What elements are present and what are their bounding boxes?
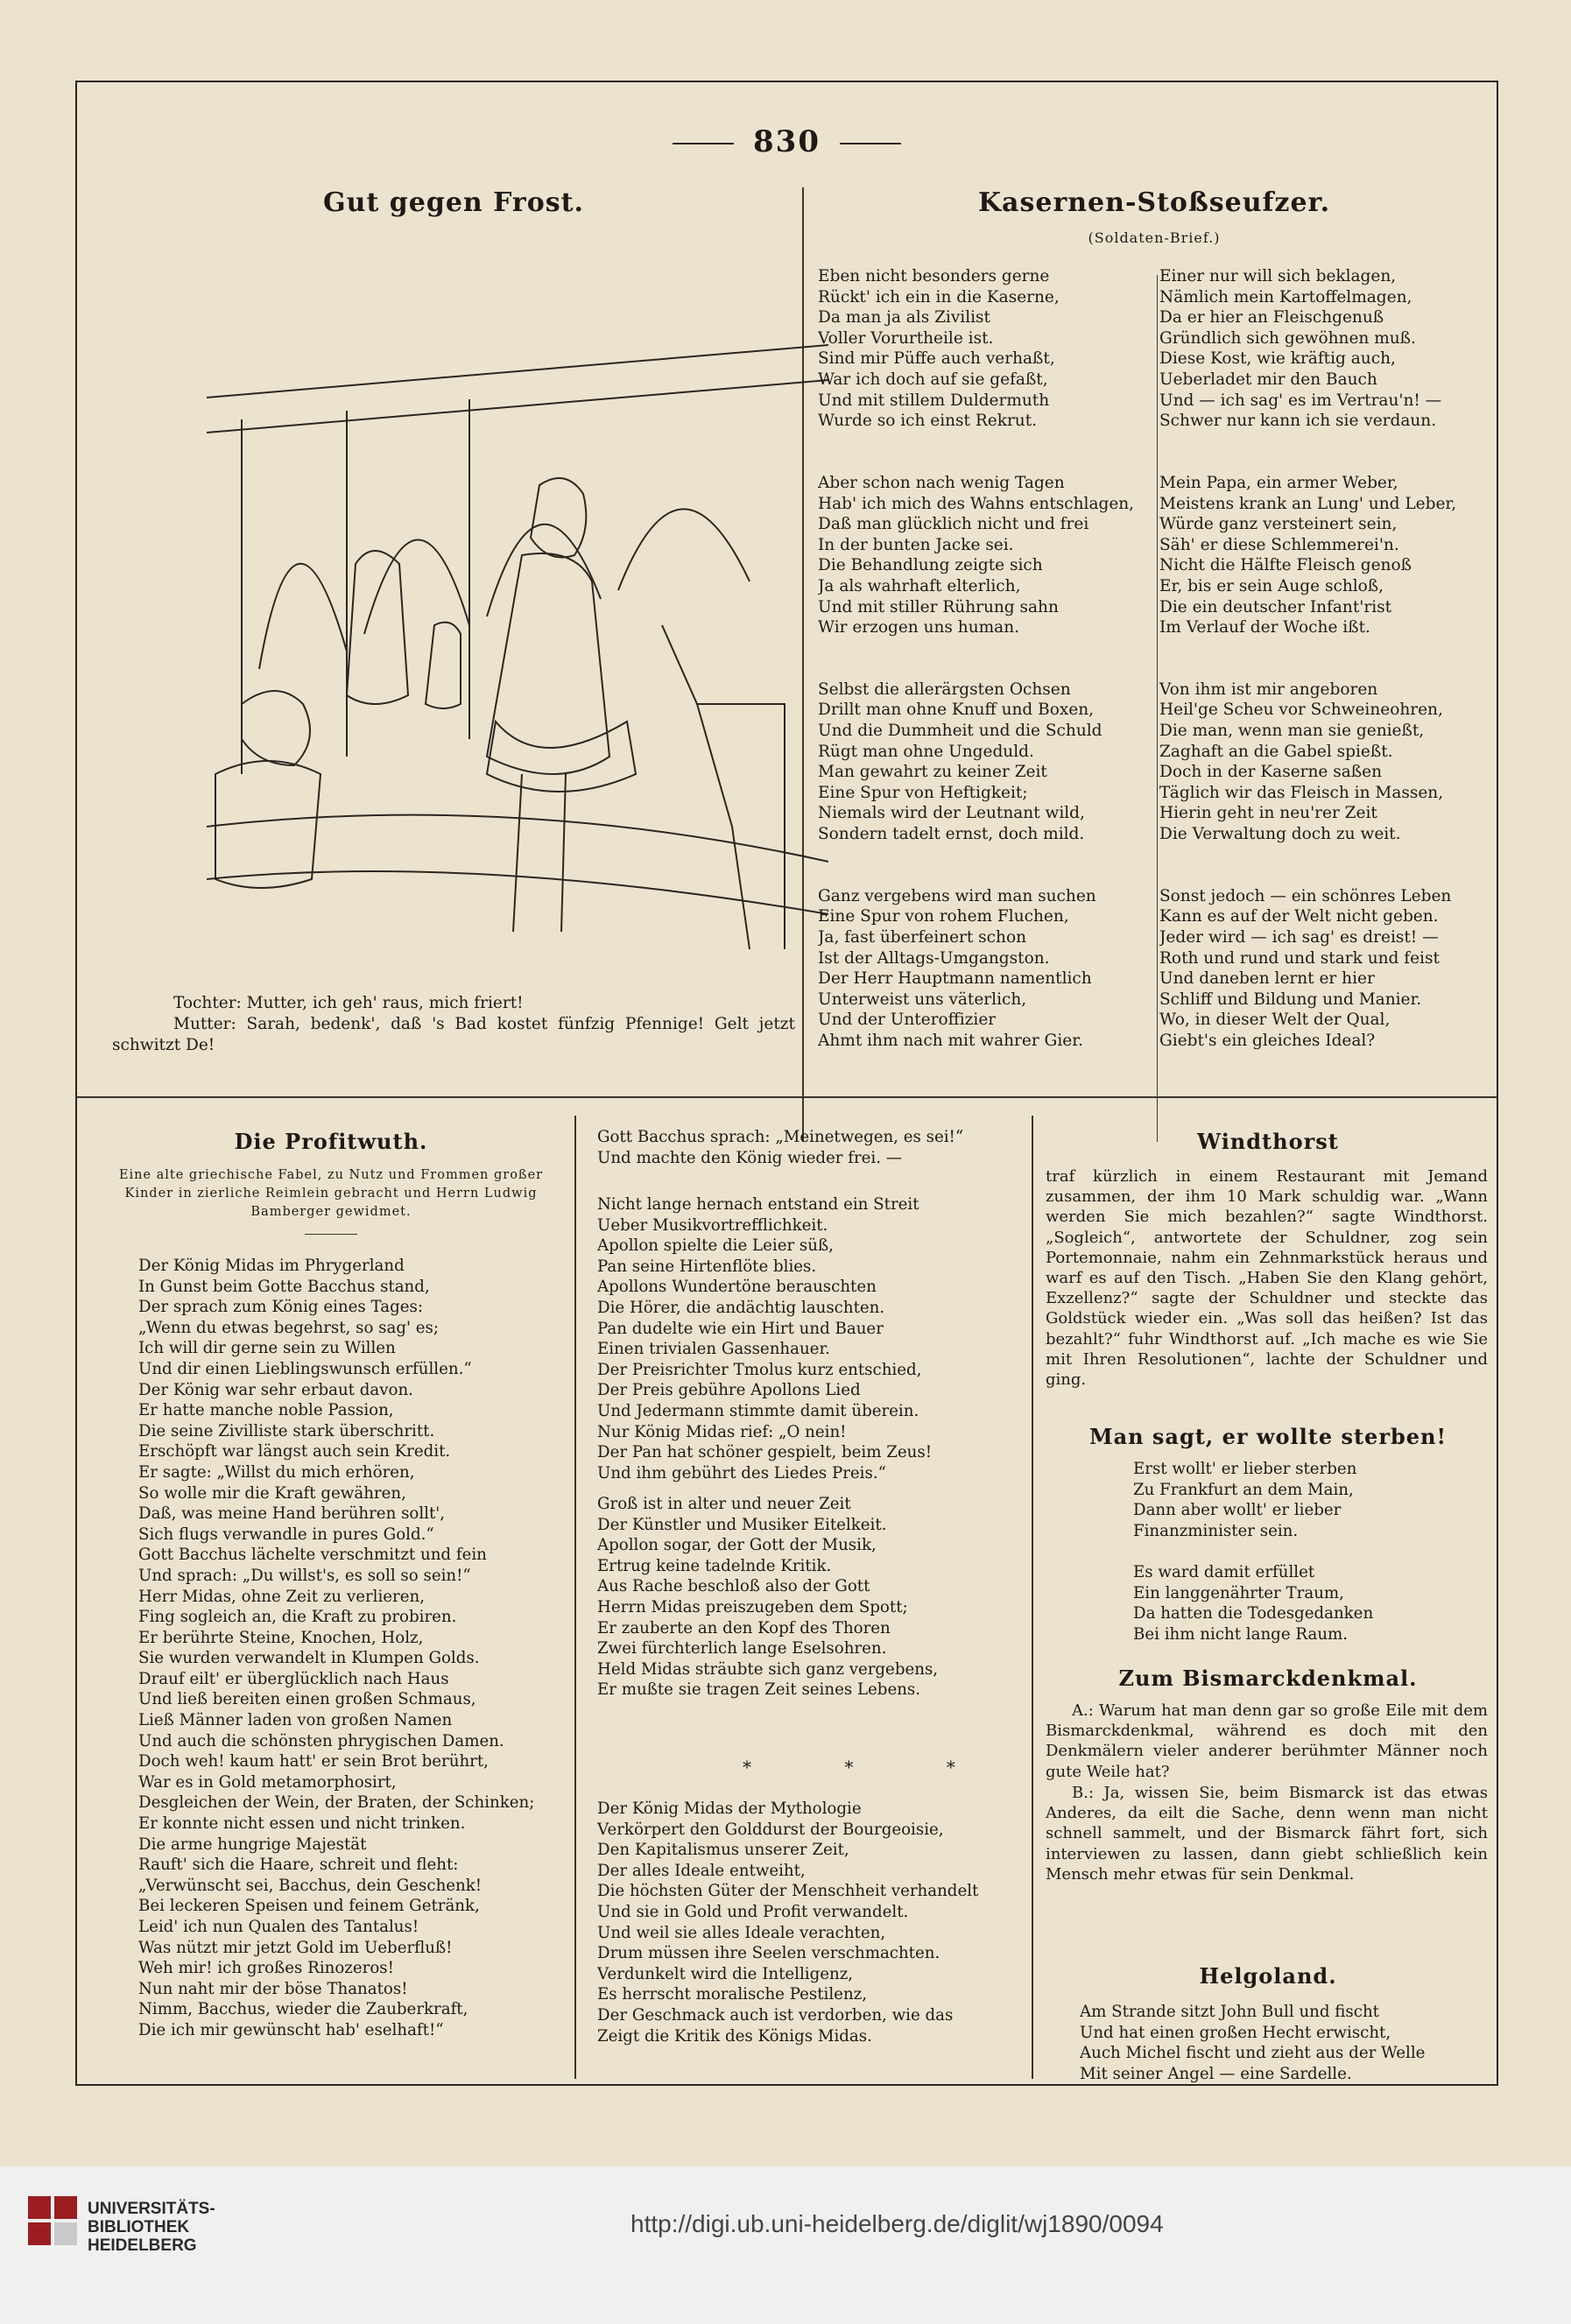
lower-divider-1 bbox=[574, 1116, 576, 2079]
poem-line: Nur König Midas rief: „O nein! bbox=[597, 1422, 847, 1441]
poem-line: Weh mir! ich großes Rinozeros! bbox=[138, 1959, 394, 1978]
poem-line: Was nützt mir jetzt Gold im Ueberfluß! bbox=[138, 1938, 453, 1957]
section-stars: * * * bbox=[743, 1757, 999, 1778]
poem-line: Heil'ge Scheu vor Schweineohren, bbox=[1159, 701, 1443, 720]
poem-line: „Wenn du etwas begehrst, so sag' es; bbox=[138, 1318, 440, 1337]
poem-line: Gott Bacchus lächelte verschmitzt und fein bbox=[138, 1546, 487, 1565]
poem-line: Er berührte Steine, Knochen, Holz, bbox=[138, 1628, 424, 1647]
profitwuth-column-2c bbox=[597, 1494, 1026, 1701]
helgoland-poem bbox=[1080, 2002, 1491, 2084]
poem-line: Die ich mir gewünscht hab' eselhaft!“ bbox=[138, 2020, 444, 2039]
poem-line: Der Herr Hauptmann namentlich bbox=[818, 969, 1092, 989]
poem-line: Ein langgenährter Traum, bbox=[1133, 1583, 1344, 1602]
poem-line: Er hatte manche noble Passion, bbox=[138, 1401, 394, 1420]
poem-line: Ist der Alltags-Umgangston. bbox=[818, 948, 1050, 968]
poem-line: Und mit stillem Duldermuth bbox=[818, 391, 1050, 410]
poem-line: Die seine Zivilliste stark überschritt. bbox=[138, 1421, 435, 1440]
poem-line: Rügt man ohne Ungeduld. bbox=[818, 742, 1034, 761]
poem-line: Da man ja als Zivilist bbox=[818, 308, 990, 327]
poem-line: So wolle mir die Kraft gewähren, bbox=[138, 1483, 406, 1503]
poem-line: Selbst die allerärgsten Ochsen bbox=[818, 680, 1071, 699]
poem-line: Da er hier an Fleischgenuß bbox=[1159, 308, 1384, 327]
poem-line: Der Pan hat schöner gespielt, beim Zeus! bbox=[597, 1443, 933, 1462]
section-divider bbox=[77, 1096, 1497, 1098]
poem-line: Er sagte: „Willst du mich erhören, bbox=[138, 1462, 415, 1482]
poem-line: Säh' er diese Schlemmerei'n. bbox=[1159, 535, 1399, 554]
bismarck-a: A.: Warum hat man denn gar so große Eile mit dem Bismarckdenkmal, während es doch mit den Denkmälern vieler anderer berühmter Männer noch gute Weile hat? bbox=[1046, 1701, 1488, 1781]
poem-line: Bei leckeren Speisen und feinem Getränk, bbox=[138, 1897, 480, 1916]
poem-line: Der sprach zum König eines Tages: bbox=[138, 1298, 423, 1317]
bismarck-b: B.: Ja, wissen Sie, beim Bismarck ist das etwas Anderes, da eilt die Sache, denn wenn man nicht schnell sammelt, und der Bismarck fährt fort, sich interviewen zu lassen, dann giebt schließlich kein Mensch mehr etwas für sein Denkmal. bbox=[1046, 1784, 1488, 1884]
poem-line: Die Hörer, die andächtig lauschten. bbox=[597, 1298, 885, 1317]
poem-line: War ich doch auf sie gefaßt, bbox=[818, 370, 1048, 389]
poem-line: Der König war sehr erbaut davon. bbox=[138, 1380, 413, 1399]
poem-line: Man gewahrt zu keiner Zeit bbox=[818, 763, 1047, 782]
stanza-gap bbox=[818, 638, 1151, 659]
poem-line: Und sie in Gold und Profit verwandelt. bbox=[597, 1902, 909, 1921]
poem-line: Aber schon nach wenig Tagen bbox=[818, 473, 1065, 492]
poem-line: Ich will dir gerne sein zu Willen bbox=[138, 1339, 396, 1358]
stanza-gap bbox=[818, 452, 1151, 473]
poem-line: Roth und rund und stark und feist bbox=[1159, 948, 1440, 968]
poem-line: Die arme hungrige Majestät bbox=[138, 1835, 367, 1854]
poem-line: Desgleichen der Wein, der Braten, der Schinken; bbox=[138, 1793, 535, 1813]
helgoland-title: Helgoland. bbox=[1199, 1963, 1337, 1989]
poem-line: Wo, in dieser Welt der Qual, bbox=[1159, 1011, 1391, 1030]
windthorst-text: traf kürzlich in einem Restaurant mit Jemand zusammen, der ihm 10 Mark schuldig war. „Wann werden Sie mich bezahlen?“ sagte Windthorst. „Sogleich“, antwortete der Schuldner, zog sein Portemonnaie, nahm ein Zehnmarkstück heraus und warf es auf den Tisch. „Haben Sie den Klang gehört, Exzellenz?“ sagte der Schuldner und steckte das Goldstück wieder ein. „Was soll das heißen? Ist das bezahlt?“ fuhr Windthorst auf. „Ich mache es wie Sie mit Ihren Resolutionen“, lachte der Schuldner und ging. bbox=[1046, 1167, 1488, 1390]
profitwuth-column-1 bbox=[138, 1256, 572, 2041]
poem-line: Nämlich mein Kartoffelmagen, bbox=[1159, 287, 1412, 306]
bath-illustration bbox=[207, 336, 828, 1019]
poem-line: Die Behandlung zeigte sich bbox=[818, 556, 1043, 575]
poem-line: Herrn Midas preiszugeben dem Spott; bbox=[597, 1597, 908, 1616]
poem-line: Unterweist uns väterlich, bbox=[818, 989, 1027, 1009]
poem-line: Drum müssen ihre Seelen verschmachten. bbox=[597, 1944, 940, 1963]
poem-line: Und die Dummheit und die Schuld bbox=[818, 722, 1103, 741]
poem-line: Und dir einen Lieblingswunsch erfüllen.“ bbox=[138, 1359, 472, 1378]
poem-line: Verkörpert den Golddurst der Bourgeoisie, bbox=[597, 1820, 944, 1839]
poem-line: In Gunst beim Gotte Bacchus stand, bbox=[138, 1277, 430, 1296]
stanza-gap bbox=[1159, 638, 1497, 659]
poem-line: Und auch die schönsten phrygischen Damen. bbox=[138, 1731, 504, 1750]
poem-line: Verdunkelt wird die Intelligenz, bbox=[597, 1964, 854, 1983]
poem-line: Und hat einen großen Hecht erwischt, bbox=[1080, 2023, 1391, 2042]
poem-line: Und ihm gebührt des Liedes Preis.“ bbox=[597, 1463, 886, 1482]
poem-line: Einer nur will sich beklagen, bbox=[1159, 267, 1397, 285]
stanza-gap bbox=[818, 865, 1151, 886]
poem-line: Rauft' sich die Haare, schreit und fleht: bbox=[138, 1856, 459, 1875]
poem-line: Nimm, Bacchus, wieder die Zauberkraft, bbox=[138, 2000, 468, 2019]
poem-line: Ueber Musikvortrefflichkeit. bbox=[597, 1215, 828, 1235]
poem-line: In der bunten Jacke sei. bbox=[818, 535, 1014, 554]
poem-line: Am Strande sitzt John Bull und fischt bbox=[1080, 2003, 1379, 2021]
poem-line: Eine Spur von rohem Fluchen, bbox=[818, 907, 1069, 926]
page-frame bbox=[75, 81, 1498, 2086]
poem-line: Den Kapitalismus unserer Zeit, bbox=[597, 1841, 849, 1860]
poem-line: Wurde so ich einst Rekrut. bbox=[818, 412, 1038, 431]
poem-line: Dann aber wollt' er lieber bbox=[1133, 1501, 1342, 1520]
poem-line: Bei ihm nicht lange Raum. bbox=[1133, 1624, 1349, 1644]
poem-line: Ließ Männer laden von großen Namen bbox=[138, 1711, 453, 1730]
poem-line: Und der Unteroffizier bbox=[818, 1011, 997, 1030]
poem-line: Niemals wird der Leutnant wild, bbox=[818, 804, 1085, 823]
stanza-gap bbox=[818, 845, 1151, 866]
poem-line: Erschöpft war längst auch sein Kredit. bbox=[138, 1442, 451, 1461]
poem-line: Herr Midas, ohne Zeit zu verlieren, bbox=[138, 1587, 426, 1606]
poem-line: Gründlich sich gewöhnen muß. bbox=[1159, 328, 1416, 348]
poem-line: Kann es auf der Welt nicht geben. bbox=[1159, 907, 1439, 926]
poem-line: Zeigt die Kritik des Königs Midas. bbox=[597, 2026, 872, 2046]
poem-line: Und ließ bereiten einen großen Schmaus, bbox=[138, 1690, 476, 1709]
stanza-gap bbox=[818, 432, 1151, 453]
poem-line: Die Verwaltung doch zu weit. bbox=[1159, 825, 1401, 844]
poem-line: Mein Papa, ein armer Weber, bbox=[1159, 473, 1398, 492]
profitwuth-title: Die Profitwuth. bbox=[234, 1129, 428, 1154]
poem-line: Pan dudelte wie ein Hirt und Bauer bbox=[597, 1319, 884, 1338]
poem-line: Daß man glücklich nicht und frei bbox=[818, 515, 1089, 534]
sterben-title: Man sagt, er wollte sterben! bbox=[1089, 1424, 1447, 1449]
sterben-poem bbox=[1133, 1459, 1483, 1644]
poem-line: Zwei fürchterlich lange Eselsohren. bbox=[597, 1639, 887, 1658]
poem-line: Giebt's ein gleiches Ideal? bbox=[1159, 1031, 1376, 1050]
frost-title: Gut gegen Frost. bbox=[323, 187, 584, 218]
poem-line: Drillt man ohne Knuff und Boxen, bbox=[818, 701, 1095, 720]
poem-line: Drauf eilt' er überglücklich nach Haus bbox=[138, 1669, 449, 1688]
poem-line: Hierin geht in neu'rer Zeit bbox=[1159, 804, 1377, 823]
poem-line: Finanzminister sein. bbox=[1133, 1521, 1299, 1540]
stanza-gap bbox=[1159, 432, 1497, 453]
stanza-gap bbox=[818, 658, 1151, 680]
frost-caption-1: Tochter: Mutter, ich geh' raus, mich friert! bbox=[173, 994, 524, 1012]
kasernen-subtitle: (Soldaten-Brief.) bbox=[1088, 229, 1221, 246]
poem-line: Und mit stiller Rührung sahn bbox=[818, 597, 1059, 616]
stanza-gap bbox=[1133, 1541, 1483, 1562]
profitwuth-column-2a bbox=[597, 1127, 1026, 1168]
poem-line: Der Preisrichter Tmolus kurz entschied, bbox=[597, 1360, 922, 1379]
poem-line: Zu Frankfurt an dem Main, bbox=[1133, 1480, 1354, 1499]
poem-line: Jeder wird — ich sag' es dreist! — bbox=[1159, 928, 1439, 947]
kasernen-title: Kasernen-Stoßseufzer. bbox=[977, 187, 1331, 218]
poem-line: Eben nicht besonders gerne bbox=[818, 267, 1050, 285]
windthorst-title: Windthorst bbox=[1197, 1129, 1339, 1154]
poem-line: Er konnte nicht essen und nicht trinken. bbox=[138, 1814, 466, 1834]
poem-line: Nicht lange hernach entstand ein Streit bbox=[597, 1195, 919, 1214]
poem-line: Sonst jedoch — ein schönres Leben bbox=[1159, 886, 1452, 905]
poem-line: Die höchsten Güter der Menschheit verhandelt bbox=[597, 1882, 979, 1901]
poem-line: Ganz vergebens wird man suchen bbox=[818, 886, 1096, 905]
poem-line: Aus Rache beschloß also der Gott bbox=[597, 1577, 870, 1596]
frost-caption-2: Mutter: Sarah, bedenk', daß 's Bad kostet fünfzig Pfennige! Gelt jetzt schwitzt De! bbox=[112, 1015, 795, 1054]
library-logo-icon bbox=[26, 2194, 79, 2247]
poem-line: Der König Midas der Mythologie bbox=[597, 1799, 862, 1818]
poem-line: Sind mir Püffe auch verhaßt, bbox=[818, 349, 1055, 369]
poem-line: Er mußte sie tragen Zeit seines Lebens. bbox=[597, 1680, 921, 1700]
page-number: 830 bbox=[77, 124, 1497, 159]
poem-line: Einen trivialen Gassenhauer. bbox=[597, 1340, 830, 1359]
logo-line-3: HEIDELBERG bbox=[88, 2236, 197, 2255]
poem-line: „Verwünscht sei, Bacchus, dein Geschenk! bbox=[138, 1876, 483, 1895]
poem-line: Ueberladet mir den Bauch bbox=[1159, 370, 1377, 389]
poem-line: Ertrug keine tadelnde Kritik. bbox=[597, 1556, 832, 1575]
logo-line-2: BIBLIOTHEK bbox=[88, 2218, 190, 2236]
stanza-gap bbox=[1159, 658, 1497, 680]
poem-line: Ja als wahrhaft elterlich, bbox=[818, 576, 1021, 595]
poem-line: Sich flugs verwandle in pures Gold.“ bbox=[138, 1525, 434, 1544]
kasernen-column-divider bbox=[1157, 275, 1158, 1142]
poem-line: Und sprach: „Du willst's, es soll so sein!“ bbox=[138, 1566, 471, 1585]
poem-line: Der alles Ideale entweiht, bbox=[597, 1861, 806, 1880]
poem-line: Apollons Wundertöne berauschten bbox=[597, 1278, 877, 1297]
poem-line: Gott Bacchus sprach: „Meinetwegen, es sei!“ bbox=[597, 1128, 964, 1146]
poem-line: Rückt' ich ein in die Kaserne, bbox=[818, 287, 1060, 306]
logo-line-1: UNIVERSITÄTS- bbox=[88, 2200, 215, 2218]
poem-line: Erst wollt' er lieber sterben bbox=[1133, 1460, 1357, 1478]
poem-line: Es herrscht moralische Pestilenz, bbox=[597, 1985, 868, 2004]
profitwuth-column-2b bbox=[597, 1194, 1026, 1483]
poem-line: War es in Gold metamorphosirt, bbox=[138, 1772, 397, 1792]
poem-line: Da hatten die Todesgedanken bbox=[1133, 1604, 1374, 1623]
stanza-gap bbox=[1159, 452, 1497, 473]
poem-line: Es ward damit erfüllet bbox=[1133, 1562, 1315, 1581]
source-url[interactable]: http://digi.ub.uni-heidelberg.de/diglit/wj1890/0094 bbox=[631, 2210, 1164, 2237]
poem-line: Mit seiner Angel — eine Sardelle. bbox=[1080, 2064, 1352, 2083]
footer-bar bbox=[0, 2166, 1571, 2324]
poem-line: Fing sogleich an, die Kraft zu probiren. bbox=[138, 1608, 457, 1627]
poem-line: Auch Michel fischt und zieht aus der Welle bbox=[1080, 2044, 1426, 2063]
poem-line: Der König Midas im Phrygerland bbox=[138, 1257, 405, 1275]
poem-line: Und weil sie alles Ideale verachten, bbox=[597, 1923, 886, 1942]
poem-line: Ahmt ihm nach mit wahrer Gier. bbox=[818, 1031, 1083, 1050]
poem-line: Apollon spielte die Leier süß, bbox=[597, 1236, 834, 1256]
poem-line: Schliff und Bildung und Manier. bbox=[1159, 989, 1422, 1009]
bismarck-title: Zum Bismarckdenkmal. bbox=[1118, 1666, 1418, 1691]
poem-line: Leid' ich nun Qualen des Tantalus! bbox=[138, 1918, 419, 1936]
poem-line: Voller Vorurtheile ist. bbox=[818, 328, 994, 348]
poem-line: Held Midas sträubte sich ganz vergebens, bbox=[597, 1659, 939, 1679]
poem-line: Doch in der Kaserne saßen bbox=[1159, 763, 1382, 782]
kasernen-left-column bbox=[818, 266, 1151, 1052]
poem-line: Schwer nur kann ich sie verdaun. bbox=[1159, 412, 1437, 431]
poem-line: Doch weh! kaum hatt' er sein Brot berührt, bbox=[138, 1752, 489, 1771]
poem-line: Sondern tadelt ernst, doch mild. bbox=[818, 825, 1085, 844]
poem-line: Die man, wenn man sie genießt, bbox=[1159, 722, 1425, 741]
poem-line: Diese Kost, wie kräftig auch, bbox=[1159, 349, 1396, 369]
profitwuth-subtitle: Eine alte griechische Fabel, zu Nutz und Frommen großer Kinder in zierliche Reimlein gebracht und Herrn Ludwig Bamberger gewidmet. bbox=[118, 1168, 544, 1219]
poem-line: Von ihm ist mir angeboren bbox=[1159, 680, 1378, 699]
poem-line: Im Verlauf der Woche ißt. bbox=[1159, 618, 1370, 637]
poem-line: Nun naht mir der böse Thanatos! bbox=[138, 1979, 408, 1998]
poem-line: Und daneben lernt er hier bbox=[1159, 969, 1375, 989]
poem-line: Und machte den König wieder frei. — bbox=[597, 1148, 902, 1167]
poem-line: Ja, fast überfeinert schon bbox=[818, 928, 1026, 947]
profitwuth-rule bbox=[305, 1234, 357, 1235]
poem-line: Eine Spur von Heftigkeit; bbox=[818, 783, 1028, 802]
poem-line: Er zauberte an den Kopf des Thoren bbox=[597, 1618, 891, 1637]
poem-line: Er, bis er sein Auge schloß, bbox=[1159, 576, 1384, 595]
poem-line: Und Jedermann stimmte damit überein. bbox=[597, 1401, 919, 1420]
poem-line: Groß ist in alter und neuer Zeit bbox=[597, 1495, 851, 1513]
library-logo-text bbox=[88, 2200, 215, 2255]
poem-line: Täglich wir das Fleisch in Massen, bbox=[1159, 783, 1444, 802]
poem-line: Daß, was meine Hand berühren sollt', bbox=[138, 1504, 446, 1524]
poem-line: Apollon sogar, der Gott der Musik, bbox=[597, 1536, 877, 1555]
poem-line: Der Preis gebühre Apollons Lied bbox=[597, 1381, 861, 1400]
kasernen-right-column bbox=[1159, 266, 1497, 1052]
lower-divider-2 bbox=[1032, 1116, 1033, 2079]
poem-line: Der Künstler und Musiker Eitelkeit. bbox=[597, 1515, 887, 1534]
poem-line: Zaghaft an die Gabel spießt. bbox=[1159, 742, 1393, 761]
stanza-gap bbox=[1159, 865, 1497, 886]
poem-line: Nicht die Hälfte Fleisch genoß bbox=[1159, 556, 1412, 575]
poem-line: Hab' ich mich des Wahns entschlagen, bbox=[818, 494, 1135, 513]
poem-line: Meistens krank an Lung' und Leber, bbox=[1159, 494, 1457, 513]
poem-line: Der Geschmack auch ist verdorben, wie das bbox=[597, 2005, 954, 2025]
stanza-gap bbox=[1159, 845, 1497, 866]
poem-line: Sie wurden verwandelt in Klumpen Golds. bbox=[138, 1649, 480, 1668]
profitwuth-column-2d bbox=[597, 1799, 1026, 2046]
poem-line: Pan seine Hirtenflöte blies. bbox=[597, 1257, 817, 1276]
poem-line: Die ein deutscher Infant'rist bbox=[1159, 597, 1392, 616]
poem-line: Würde ganz versteinert sein, bbox=[1159, 515, 1398, 534]
poem-line: Wir erzogen uns human. bbox=[818, 618, 1019, 637]
poem-line: Und — ich sag' es im Vertrau'n! — bbox=[1159, 391, 1442, 410]
